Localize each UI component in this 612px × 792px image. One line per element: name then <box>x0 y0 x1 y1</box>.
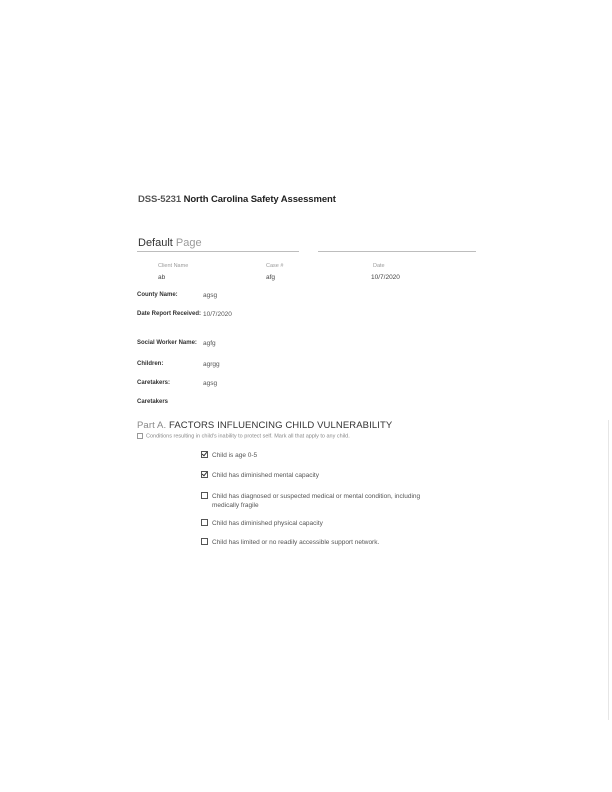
part-a-instruction-text: Conditions resulting in child's inability to protect self. Mark all that apply to any child. <box>146 433 350 440</box>
date-label: Date <box>373 263 385 269</box>
case-number-value: afg <box>266 274 276 281</box>
factor-label: Child is age 0-5 <box>212 452 258 459</box>
caretakers-label: Caretakers: <box>137 380 171 386</box>
section-tab-rest: Page <box>175 237 202 249</box>
factor-checkbox[interactable] <box>201 451 208 458</box>
caretakers-value: agsg <box>203 380 218 387</box>
date-report-received-value: 10/7/2020 <box>203 311 232 318</box>
section-tab-rule <box>137 251 299 252</box>
part-a-title: FACTORS INFLUENCING CHILD VULNERABILITY <box>168 420 393 431</box>
factor-label: Child has diminished physical capacity <box>212 520 323 527</box>
client-name-label: Client Name <box>158 263 189 269</box>
factor-checkbox[interactable] <box>201 492 208 499</box>
part-a-heading <box>137 420 392 431</box>
factor-label: Child has limited or no readily accessible support network. <box>212 539 380 546</box>
case-number-label: Case # <box>266 263 284 269</box>
factor-checkbox[interactable] <box>201 538 208 545</box>
social-worker-name-label: Social Worker Name: <box>137 340 197 346</box>
county-name-value: agsg <box>203 292 218 299</box>
factor-label: Child has diagnosed or suspected medical or mental condition, including medically fragile <box>212 493 421 509</box>
children-value: agrgg <box>203 361 220 368</box>
factor-item[interactable] <box>201 492 441 510</box>
factor-item[interactable] <box>201 471 441 480</box>
section-header-rule <box>318 251 476 252</box>
date-value: 10/7/2020 <box>371 274 400 281</box>
factor-label: Child has diminished mental capacity <box>212 472 319 479</box>
factor-item[interactable] <box>201 451 441 460</box>
form-title: North Carolina Safety Assessment <box>183 194 336 205</box>
page-title <box>138 194 336 205</box>
factor-checkbox[interactable] <box>201 471 208 478</box>
factor-item[interactable] <box>201 519 441 528</box>
client-name-value: ab <box>158 274 166 281</box>
section-tab[interactable] <box>138 237 202 249</box>
form-code: DSS-5231 <box>138 194 182 205</box>
county-name-label: County Name: <box>137 292 178 298</box>
date-report-received-label: Date Report Received: <box>137 311 202 317</box>
part-a-instruction <box>137 433 350 439</box>
instruction-checkbox-icon <box>137 433 143 439</box>
factor-checkbox[interactable] <box>201 519 208 526</box>
caretakers-section-label: Caretakers <box>137 399 169 405</box>
part-a-prefix: Part A. <box>137 420 167 431</box>
children-label: Children: <box>137 361 164 367</box>
section-tab-active: Default <box>138 237 173 249</box>
factor-item[interactable] <box>201 538 441 547</box>
scan-edge-line <box>608 420 609 720</box>
social-worker-name-value: agfg <box>203 340 216 347</box>
